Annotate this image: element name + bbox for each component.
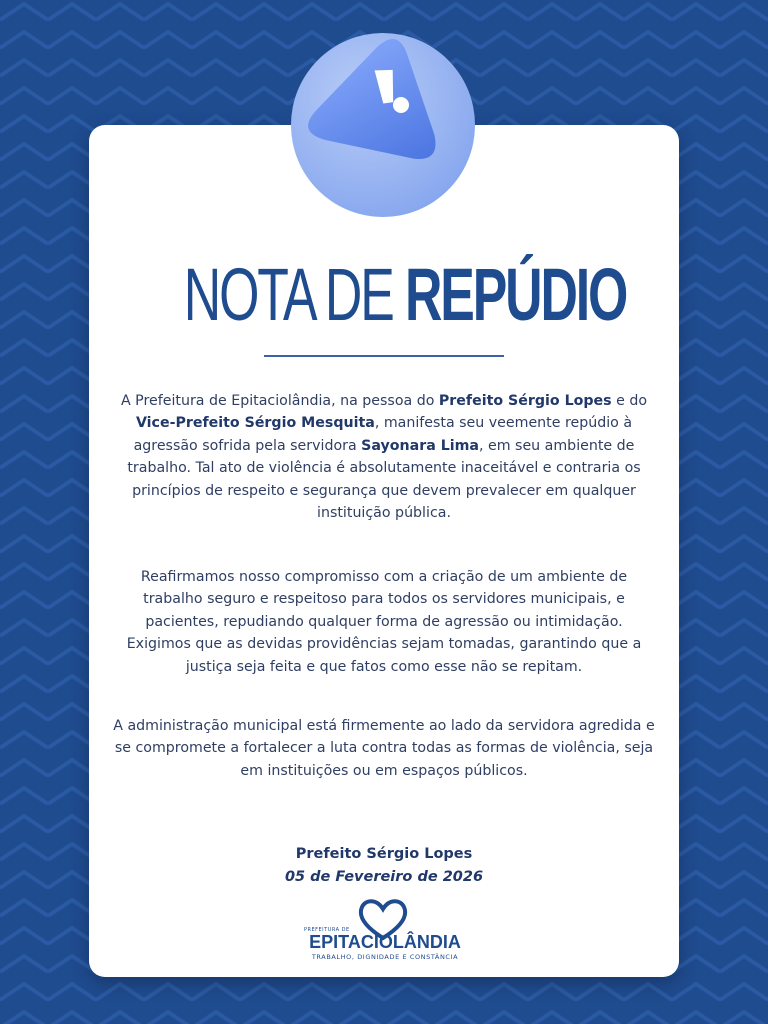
logo-name: EPITACIOLÂNDIA <box>309 932 461 952</box>
text-run: , em seu ambiente de trabalho. Tal ato de violência é absolutamente inaceitável e contraria os princípios de respeito e segurança que devem prevalecer em qualquer instituição pública. <box>127 437 641 522</box>
warning-triangle-icon <box>291 27 475 217</box>
text-run: A Prefeitura de Epitaciolândia, na pessoa do <box>120 393 439 409</box>
bold-text-run: Prefeito Sérgio Lopes <box>438 393 612 409</box>
title-part-2: REPÚDIO <box>404 253 627 336</box>
text-run: , manifesta seu veemente repúdio à agressão sofrida pela servidora <box>133 415 633 454</box>
bold-text-run: Sayonara Lima <box>361 437 479 454</box>
logo-prefix: PREFEITURA DE <box>304 927 350 933</box>
paragraph-1 <box>112 390 656 524</box>
text-run: e do <box>611 393 648 409</box>
logo-tagline: TRABALHO, DIGNIDADE E CONSTÂNCIA <box>311 953 459 961</box>
title-divider <box>264 355 504 357</box>
prefeitura-logo <box>302 896 468 970</box>
page-title <box>89 250 679 340</box>
paragraph-2: Reafirmamos nosso compromisso com a criação de um ambiente de trabalho seguro e respeitoso para todos os servidores municipais, e pacientes, repudiando qualquer forma de agressão ou intimidação. Exigimos que as devidas providências sejam tomadas, garantindo que a justiça seja feita e que fatos como esse não se repitam. <box>126 569 642 675</box>
paragraph-3: A administração municipal está firmemente ao lado da servidora agredida e se compromete a fortalecer a luta contra todas as formas de violência, seja em instituições ou em espaços públicos. <box>113 718 655 779</box>
title-part-1: NOTA DE <box>183 253 405 336</box>
bold-text-run: Vice-Prefeito Sérgio Mesquita <box>135 415 375 432</box>
signature-name: Prefeito Sérgio Lopes <box>295 846 473 862</box>
signature-date: 05 de Fevereiro de 2026 <box>284 869 484 885</box>
